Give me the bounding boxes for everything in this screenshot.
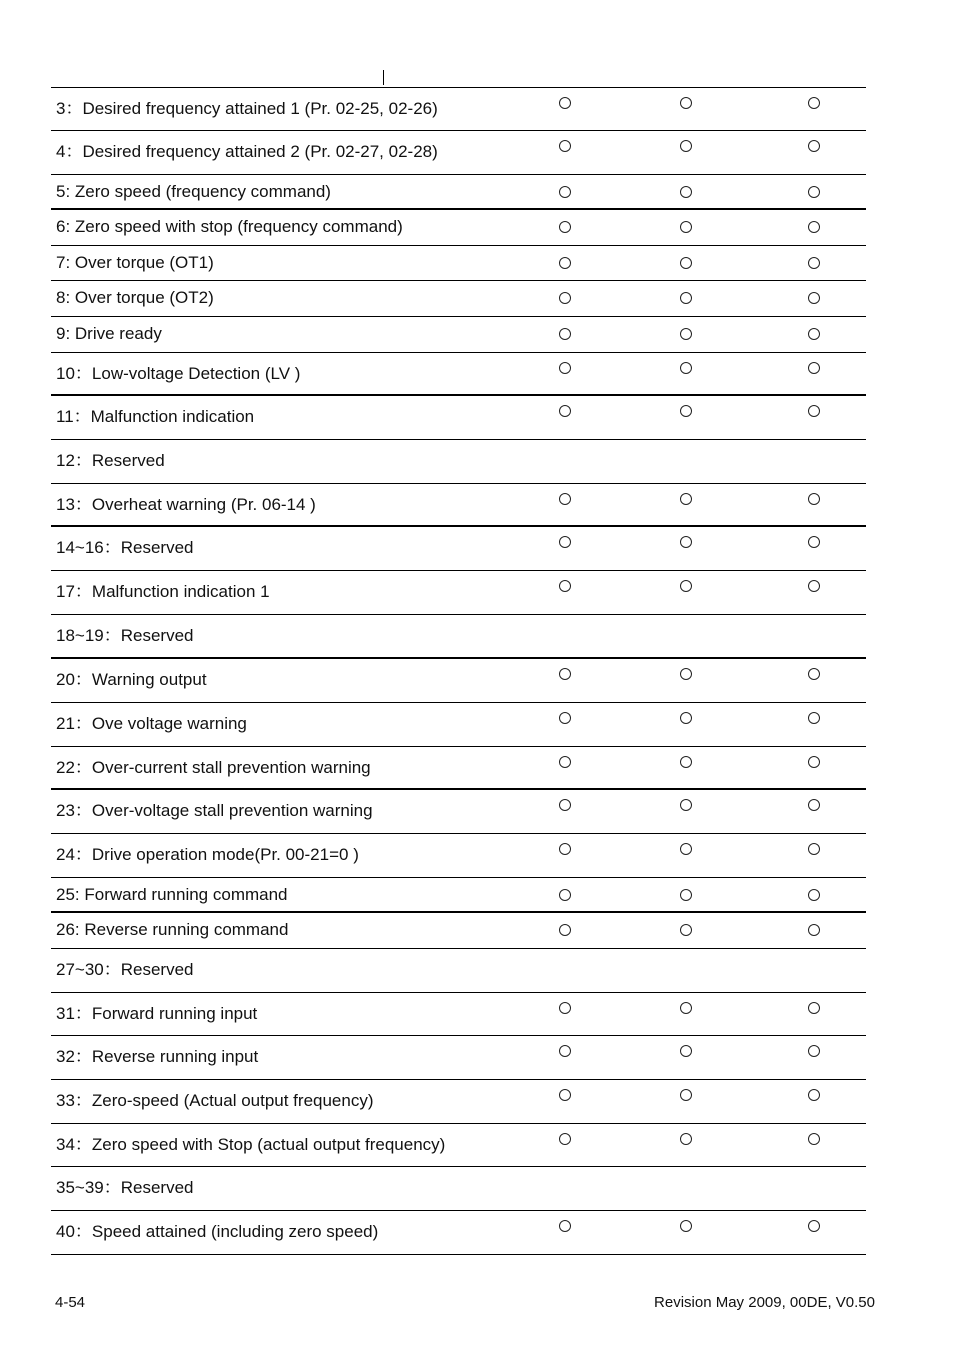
table-row xyxy=(51,1167,866,1211)
table-row xyxy=(51,527,866,571)
row-description: 26: Reverse running command xyxy=(56,920,289,939)
row-description: 10：Low-voltage Detection (LV ) xyxy=(56,364,301,383)
circle-mark-icon xyxy=(680,221,692,233)
circle-mark-icon xyxy=(808,97,820,109)
row-description: 20：Warning output xyxy=(56,670,207,689)
circle-mark-icon xyxy=(559,405,571,417)
circle-mark-icon xyxy=(559,1002,571,1014)
row-description: 8: Over torque (OT2) xyxy=(56,288,214,307)
circle-mark-icon xyxy=(559,362,571,374)
circle-mark-icon xyxy=(680,405,692,417)
circle-mark-icon xyxy=(808,1045,820,1057)
circle-mark-icon xyxy=(808,843,820,855)
circle-mark-icon xyxy=(808,889,820,901)
table-row xyxy=(51,615,866,659)
circle-mark-icon xyxy=(559,536,571,548)
circle-mark-icon xyxy=(559,97,571,109)
table-row xyxy=(51,210,866,246)
row-description: 22：Over-current stall prevention warning xyxy=(56,758,371,777)
circle-mark-icon xyxy=(680,1220,692,1232)
circle-mark-icon xyxy=(808,799,820,811)
row-description: 40：Speed attained (including zero speed) xyxy=(56,1222,379,1241)
row-description: 25: Forward running command xyxy=(56,885,288,904)
circle-mark-icon xyxy=(680,889,692,901)
circle-mark-icon xyxy=(559,799,571,811)
row-description: 35~39：Reserved xyxy=(56,1178,194,1197)
table-row xyxy=(51,571,866,615)
circle-mark-icon xyxy=(808,1002,820,1014)
circle-mark-icon xyxy=(680,536,692,548)
circle-mark-icon xyxy=(680,1045,692,1057)
revision-note: Revision May 2009, 00DE, V0.50 xyxy=(654,1294,875,1311)
table-row xyxy=(51,913,866,949)
circle-mark-icon xyxy=(680,292,692,304)
circle-mark-icon xyxy=(559,843,571,855)
circle-mark-icon xyxy=(680,756,692,768)
row-description: 34：Zero speed with Stop (actual output frequency) xyxy=(56,1135,446,1154)
row-description: 24：Drive operation mode(Pr. 00-21=0 ) xyxy=(56,845,359,864)
circle-mark-icon xyxy=(808,221,820,233)
circle-mark-icon xyxy=(808,362,820,374)
row-description: 12：Reserved xyxy=(56,451,165,470)
circle-mark-icon xyxy=(680,1002,692,1014)
circle-mark-icon xyxy=(559,292,571,304)
circle-mark-icon xyxy=(680,257,692,269)
circle-mark-icon xyxy=(680,97,692,109)
circle-mark-icon xyxy=(559,328,571,340)
row-description: 7: Over torque (OT1) xyxy=(56,253,214,272)
circle-mark-icon xyxy=(559,1133,571,1145)
circle-mark-icon xyxy=(559,221,571,233)
table-row xyxy=(51,1124,866,1167)
circle-mark-icon xyxy=(680,140,692,152)
table-row xyxy=(51,878,866,913)
circle-mark-icon xyxy=(808,292,820,304)
table-row xyxy=(51,993,866,1036)
table-row xyxy=(51,834,866,878)
table-row xyxy=(51,396,866,440)
settings-table xyxy=(51,88,866,1255)
circle-mark-icon xyxy=(559,186,571,198)
row-description: 31：Forward running input xyxy=(56,1004,258,1023)
circle-mark-icon xyxy=(680,186,692,198)
circle-mark-icon xyxy=(680,1089,692,1101)
row-description: 6: Zero speed with stop (frequency command) xyxy=(56,217,403,236)
circle-mark-icon xyxy=(680,712,692,724)
row-description: 3：Desired frequency attained 1 (Pr. 02-25, 02-26) xyxy=(56,99,438,118)
circle-mark-icon xyxy=(680,493,692,505)
table-row xyxy=(51,281,866,317)
table-row xyxy=(51,88,866,131)
table-row xyxy=(51,1036,866,1080)
table-row xyxy=(51,747,866,790)
table-row xyxy=(51,440,866,484)
row-description: 18~19：Reserved xyxy=(56,626,194,645)
circle-mark-icon xyxy=(680,362,692,374)
table-row xyxy=(51,1211,866,1255)
circle-mark-icon xyxy=(680,1133,692,1145)
circle-mark-icon xyxy=(808,1089,820,1101)
circle-mark-icon xyxy=(808,257,820,269)
table-row xyxy=(51,131,866,175)
row-description: 27~30：Reserved xyxy=(56,960,194,979)
circle-mark-icon xyxy=(559,1089,571,1101)
row-description: 17：Malfunction indication 1 xyxy=(56,582,270,601)
circle-mark-icon xyxy=(808,493,820,505)
row-description: 9: Drive ready xyxy=(56,324,162,343)
circle-mark-icon xyxy=(808,1133,820,1145)
table-row xyxy=(51,1080,866,1124)
row-description: 14~16：Reserved xyxy=(56,538,194,557)
circle-mark-icon xyxy=(559,668,571,680)
table-row xyxy=(51,246,866,281)
circle-mark-icon xyxy=(559,493,571,505)
table-row xyxy=(51,317,866,353)
table-row xyxy=(51,703,866,747)
page-number: 4-54 xyxy=(55,1294,86,1311)
circle-mark-icon xyxy=(808,756,820,768)
table-row xyxy=(51,949,866,993)
row-description: 23：Over-voltage stall prevention warning xyxy=(56,801,373,820)
circle-mark-icon xyxy=(680,924,692,936)
table-row xyxy=(51,484,866,527)
row-description: 5: Zero speed (frequency command) xyxy=(56,182,331,201)
circle-mark-icon xyxy=(808,668,820,680)
circle-mark-icon xyxy=(808,924,820,936)
row-description: 4：Desired frequency attained 2 (Pr. 02-27, 02-28) xyxy=(56,142,438,161)
row-description: 13：Overheat warning (Pr. 06-14 ) xyxy=(56,495,316,514)
table-row xyxy=(51,175,866,210)
circle-mark-icon xyxy=(808,186,820,198)
circle-mark-icon xyxy=(808,1220,820,1232)
circle-mark-icon xyxy=(559,1220,571,1232)
circle-mark-icon xyxy=(808,405,820,417)
table-row xyxy=(51,353,866,396)
circle-mark-icon xyxy=(680,328,692,340)
row-description: 33：Zero-speed (Actual output frequency) xyxy=(56,1091,374,1110)
table-row xyxy=(51,790,866,834)
table-row xyxy=(51,659,866,703)
circle-mark-icon xyxy=(680,580,692,592)
circle-mark-icon xyxy=(559,889,571,901)
header-marker xyxy=(383,70,384,85)
circle-mark-icon xyxy=(559,140,571,152)
circle-mark-icon xyxy=(808,328,820,340)
circle-mark-icon xyxy=(680,843,692,855)
circle-mark-icon xyxy=(559,924,571,936)
row-description: 21：Ove voltage warning xyxy=(56,714,247,733)
circle-mark-icon xyxy=(559,257,571,269)
row-description: 11：Malfunction indication xyxy=(56,407,255,426)
circle-mark-icon xyxy=(808,712,820,724)
circle-mark-icon xyxy=(680,668,692,680)
row-description: 32：Reverse running input xyxy=(56,1047,259,1066)
circle-mark-icon xyxy=(808,580,820,592)
circle-mark-icon xyxy=(559,1045,571,1057)
circle-mark-icon xyxy=(559,756,571,768)
circle-mark-icon xyxy=(559,580,571,592)
circle-mark-icon xyxy=(808,140,820,152)
circle-mark-icon xyxy=(680,799,692,811)
circle-mark-icon xyxy=(559,712,571,724)
circle-mark-icon xyxy=(808,536,820,548)
